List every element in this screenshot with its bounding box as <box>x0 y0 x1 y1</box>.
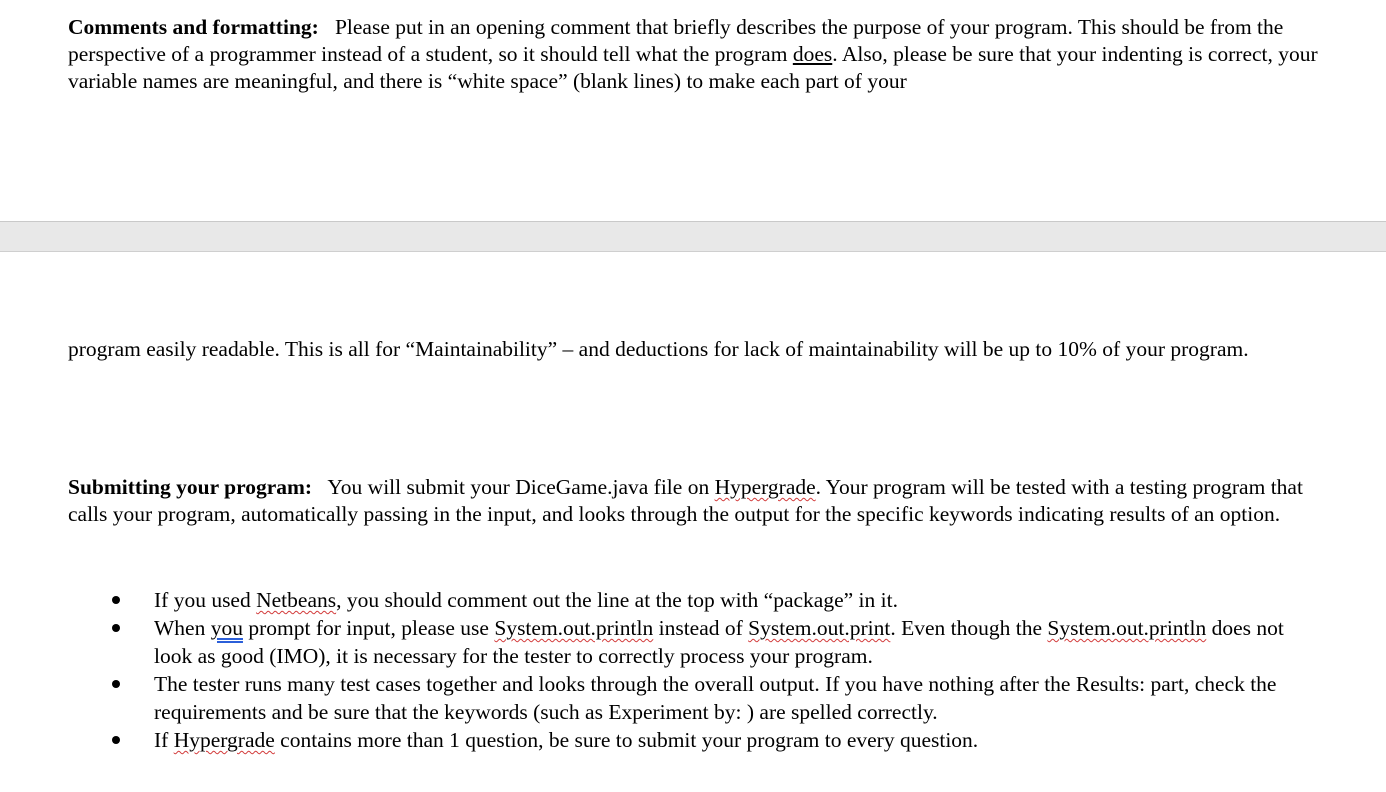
bullet-text: contains more than 1 question, be sure to submit your program to every question. <box>274 728 979 752</box>
bullet-text: If you used <box>154 588 257 612</box>
bullet-text: When <box>154 616 211 640</box>
comments-formatting-paragraph <box>68 14 1328 95</box>
comments-heading: Comments and formatting: <box>68 15 319 39</box>
print-code: System.out.print <box>748 616 891 640</box>
submitting-text-b: . Your program will be tested with a testing program that calls your program, automatically passing in the input, and looks through the output for the specific keywords indicating results of an option. <box>68 475 1303 526</box>
maintainability-paragraph: program easily readable. This is all for “Maintainability” – and deductions for lack of maintainability will be up to 10% of your program. <box>68 337 1249 361</box>
bullet-text: . Even though the <box>890 616 1048 640</box>
bullet-dot <box>112 736 120 744</box>
println-code: System.out.println <box>1047 616 1207 640</box>
println-code: System.out.println <box>494 616 654 640</box>
list-item <box>112 614 1312 670</box>
list-item <box>112 726 1312 754</box>
bullet-text: does not look as good (IMO), it is necessary for the tester to correctly process your program. <box>154 616 1284 668</box>
instructions-list <box>112 586 1312 754</box>
bullet-dot <box>112 596 120 604</box>
page-break-gap <box>0 221 1386 252</box>
bullet-dot <box>112 624 120 632</box>
submitting-paragraph <box>68 474 1328 528</box>
list-item <box>112 670 1312 726</box>
netbeans-word: Netbeans <box>256 588 337 612</box>
bullet-dot <box>112 680 120 688</box>
submitting-heading: Submitting your program: <box>68 475 313 499</box>
bullet-text: , you should comment out the line at the top with “package” in it. <box>336 588 898 612</box>
comments-text-a: Please put in an opening comment that briefly describes the purpose of your program. This should be from the perspective of a programmer instead of a student, so it should tell what the program <box>68 15 1284 66</box>
you-word: you <box>210 616 243 640</box>
bullet-text: The tester runs many test cases together and looks through the overall output. If you have nothing after the Results: part, check the requirements and be sure that the keywords (such as Experiment by: ) are spelled correctly. <box>154 672 1277 724</box>
bullet-text: If <box>154 728 174 752</box>
bullet-text: prompt for input, please use <box>242 616 495 640</box>
hypergrade-word: Hypergrade <box>173 728 275 752</box>
bullet-text: instead of <box>653 616 749 640</box>
submitting-text-a: You will submit your DiceGame.java file on <box>327 475 715 499</box>
comments-text-b: . Also, please be sure that your indenting is correct, your variable names are meaningful, and there is “white space” (blank lines) to make each part of your <box>68 42 1318 93</box>
does-underlined: does <box>792 42 833 66</box>
list-item <box>112 586 1312 614</box>
hypergrade-word: Hypergrade <box>714 475 816 499</box>
